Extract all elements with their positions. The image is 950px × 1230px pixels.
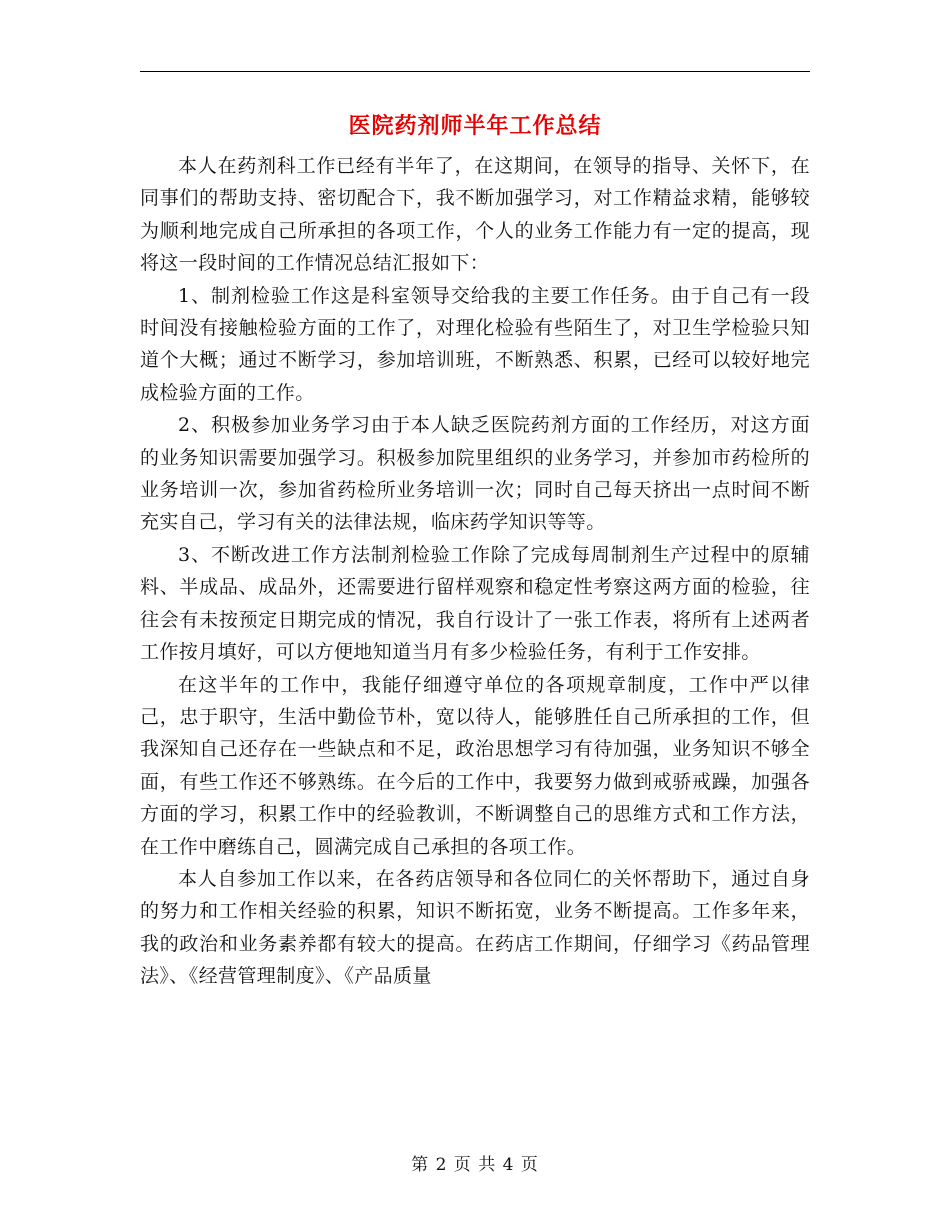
paragraph-reflection: 在这半年的工作中，我能仔细遵守单位的各项规章制度，工作中严以律己，忠于职守，生活中勤俭节朴，宽以待人，能够胜任自己所承担的工作，但我深知自己还存在一些缺点和不足，政治思想学习有待加强，业务知识不够全面，有些工作还不够熟练。在今后的工作中，我要努力做到戒骄戒躁，加强各方面的学习，积累工作中的经验教训，不断调整自己的思维方式和工作方法，在工作中磨练自己，圆满完成自己承担的各项工作。 [140, 673, 810, 858]
document-title: 医院药剂师半年工作总结 [348, 113, 602, 139]
paragraph-experience: 本人自参加工作以来，在各药店领导和各位同仁的关怀帮助下，通过自身的努力和工作相关经验的积累，知识不断拓宽，业务不断提高。工作多年来，我的政治和业务素养都有较大的提高。在药店工作期间，仔细学习《药品管理法》、《经营管理制度》、《产品质量 [140, 867, 810, 988]
page-number: 第 2 页 共 4 页 [411, 1155, 539, 1175]
paragraph-item-3: 3、不断改进工作方法制剂检验工作除了完成每周制剂生产过程中的原辅料、半成品、成品外，还需要进行留样观察和稳定性考察这两方面的检验，往往会有未按预定日期完成的情况，我自行设计了一张工作表，将所有上述两者工作按月填好，可以方便地知道当月有多少检验任务，有利于工作安排。 [140, 543, 810, 664]
paragraph-item-2: 2、积极参加业务学习由于本人缺乏医院药剂方面的工作经历，对这方面的业务知识需要加强学习。积极参加院里组织的业务学习，并参加市药检所的业务培训一次，参加省药检所业务培训一次；同时自己每天挤出一点时间不断充实自己，学习有关的法律法规，临床药学知识等等。 [140, 414, 810, 534]
header-rule [140, 71, 810, 72]
paragraph-item-1: 1、制剂检验工作这是科室领导交给我的主要工作任务。由于自己有一段时间没有接触检验方面的工作了，对理化检验有些陌生了，对卫生学检验只知道个大概；通过不断学习，参加培训班，不断熟悉、积累，已经可以较好地完成检验方面的工作。 [140, 284, 810, 404]
document-body [140, 150, 810, 993]
paragraph-intro: 本人在药剂科工作已经有半年了，在这期间，在领导的指导、关怀下，在同事们的帮助支持、密切配合下，我不断加强学习，对工作精益求精，能够较为顺利地完成自己所承担的各项工作，个人的业务工作能力有一定的提高，现将这一段时间的工作情况总结汇报如下： [140, 155, 810, 275]
